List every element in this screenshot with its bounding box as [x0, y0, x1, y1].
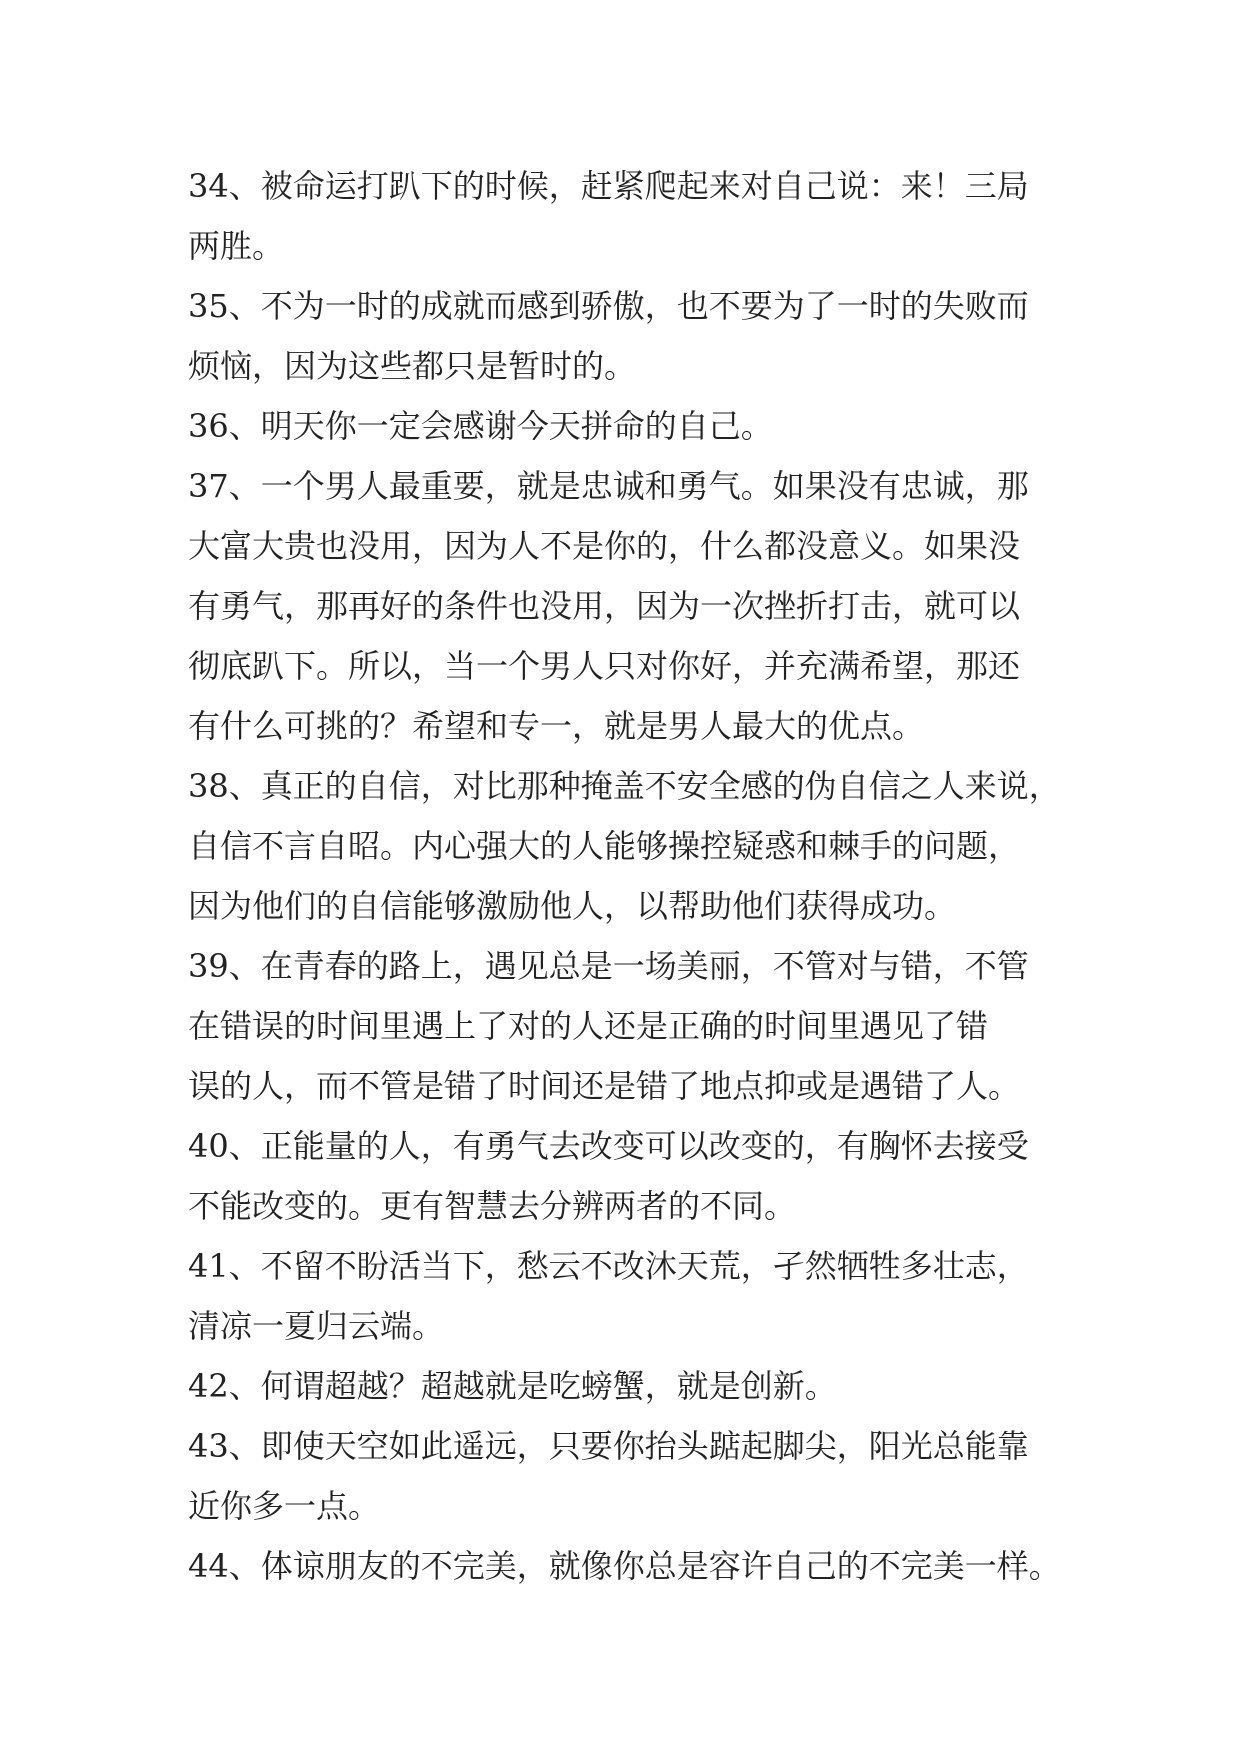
text-line: 在错误的时间里遇上了对的人还是正确的时间里遇见了错: [188, 1007, 989, 1045]
text-line: 大富大贵也没用，因为人不是你的，什么都没意义。如果没: [188, 527, 1021, 565]
text-line: 误的人，而不管是错了时间还是错了地点抑或是遇错了人。: [188, 1067, 1021, 1105]
text-line: 彻底趴下。所以，当一个男人只对你好，并充满希望，那还: [188, 647, 1021, 685]
text-line: 43、即使天空如此遥远，只要你抬头踮起脚尖，阳光总能靠: [188, 1427, 1029, 1465]
text-line: 38、真正的自信，对比那种掩盖不安全感的伪自信之人来说，: [188, 767, 1061, 805]
text-line: 37、一个男人最重要，就是忠诚和勇气。如果没有忠诚，那: [188, 467, 1029, 505]
text-line: 40、正能量的人，有勇气去改变可以改变的，有胸怀去接受: [188, 1127, 1029, 1165]
text-line: 自信不言自昭。内心强大的人能够操控疑惑和棘手的问题，: [188, 827, 1021, 865]
text-line: 两胜。: [188, 227, 285, 265]
quote-list: [188, 156, 1068, 1596]
text-line: 44、体谅朋友的不完美，就像你总是容许自己的不完美一样。: [188, 1547, 1061, 1585]
text-line: 烦恼，因为这些都只是暂时的。: [188, 347, 637, 385]
text-line: 不能改变的。更有智慧去分辨两者的不同。: [188, 1187, 797, 1225]
text-line: 近你多一点。: [188, 1487, 381, 1525]
text-line: 42、何谓超越？超越就是吃螃蟹，就是创新。: [188, 1367, 837, 1405]
text-line: 清凉一夏归云端。: [188, 1307, 445, 1345]
text-line: 36、明天你一定会感谢今天拼命的自己。: [188, 407, 773, 445]
text-line: 34、被命运打趴下的时候，赶紧爬起来对自己说：来！三局: [188, 167, 1029, 205]
text-line: 有勇气，那再好的条件也没用，因为一次挫折打击，就可以: [188, 587, 1021, 625]
text-line: 因为他们的自信能够激励他人，以帮助他们获得成功。: [188, 887, 957, 925]
text-line: 有什么可挑的？希望和专一，就是男人最大的优点。: [188, 707, 925, 745]
text-line: 41、不留不盼活当下，愁云不改沐天荒，孑然牺牲多壮志，: [188, 1247, 1029, 1285]
text-line: 35、不为一时的成就而感到骄傲，也不要为了一时的失败而: [188, 287, 1029, 325]
text-line: 39、在青春的路上，遇见总是一场美丽，不管对与错，不管: [188, 947, 1029, 985]
